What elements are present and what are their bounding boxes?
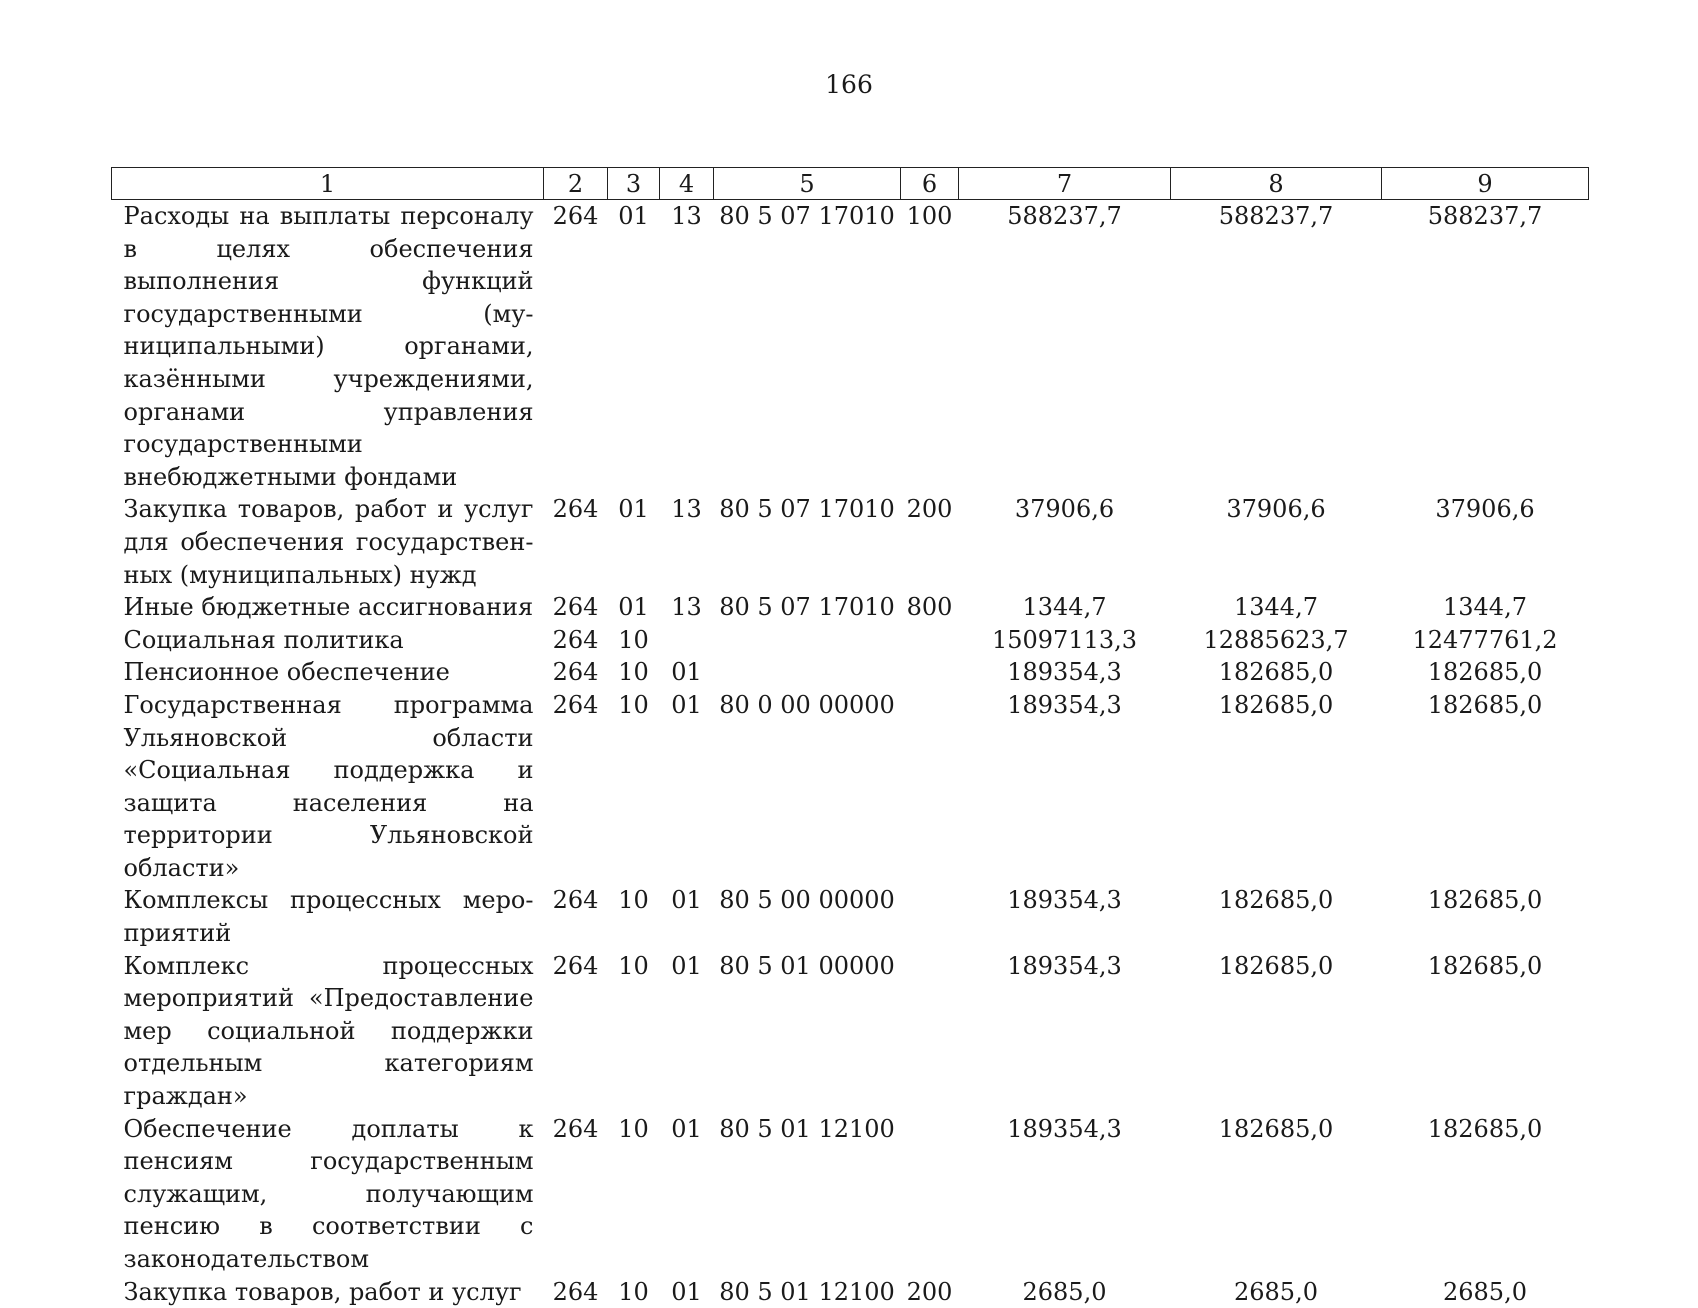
- row-code-expense-type: [901, 950, 959, 1113]
- row-code-target: 80 5 07 17010: [714, 493, 901, 591]
- row-amount-col-9: 182685,0: [1382, 950, 1589, 1113]
- header-col-5: 5: [714, 168, 901, 200]
- row-code-ministry: 264: [544, 591, 608, 624]
- row-amount-col-8: 588237,7: [1171, 200, 1382, 494]
- table-row: [112, 1113, 1589, 1276]
- row-code-subsection: 01: [660, 1113, 714, 1276]
- row-code-section: 10: [608, 689, 660, 885]
- row-amount-col-8: 37906,6: [1171, 493, 1382, 591]
- row-code-target: 80 5 01 12100: [714, 1276, 901, 1308]
- row-name: Комплексы процессных мероприятий: [112, 884, 544, 949]
- row-code-subsection: [660, 624, 714, 657]
- table-row: [112, 656, 1589, 689]
- row-name: Пенсионное обеспечение: [112, 656, 544, 689]
- row-amount-col-9: 182685,0: [1382, 656, 1589, 689]
- row-code-expense-type: 800: [901, 591, 959, 624]
- row-amount-col-7: 189354,3: [959, 950, 1171, 1113]
- row-code-expense-type: [901, 884, 959, 949]
- row-amount-col-9: 588237,7: [1382, 200, 1589, 494]
- page-number: 166: [0, 70, 1698, 100]
- row-amount-col-9: 1344,7: [1382, 591, 1589, 624]
- row-code-target: [714, 624, 901, 657]
- header-col-8: 8: [1171, 168, 1382, 200]
- row-amount-col-8: 2685,0: [1171, 1276, 1382, 1308]
- row-amount-col-8: 1344,7: [1171, 591, 1382, 624]
- row-amount-col-7: 37906,6: [959, 493, 1171, 591]
- row-code-section: 10: [608, 656, 660, 689]
- row-name: Расходы на выплаты персоналу в целях обеспечения выполнения функций государственными (муниципальными) органами, казёнными учреждениями, органами управления государственными внебюджетными фондами: [112, 200, 544, 494]
- row-amount-col-8: 182685,0: [1171, 689, 1382, 885]
- row-amount-col-7: 2685,0: [959, 1276, 1171, 1308]
- row-code-ministry: 264: [544, 200, 608, 494]
- header-col-3: 3: [608, 168, 660, 200]
- row-code-ministry: 264: [544, 624, 608, 657]
- row-amount-col-9: 2685,0: [1382, 1276, 1589, 1308]
- row-amount-col-8: 182685,0: [1171, 884, 1382, 949]
- row-code-section: 10: [608, 950, 660, 1113]
- row-code-expense-type: [901, 689, 959, 885]
- row-amount-col-7: 1344,7: [959, 591, 1171, 624]
- table-row: [112, 950, 1589, 1113]
- row-amount-col-9: 182685,0: [1382, 884, 1589, 949]
- header-col-6: 6: [901, 168, 959, 200]
- row-code-subsection: 01: [660, 656, 714, 689]
- row-name: Закупка товаров, работ и услуг: [112, 1276, 544, 1308]
- row-name: Иные бюджетные ассигнования: [112, 591, 544, 624]
- header-col-4: 4: [660, 168, 714, 200]
- header-col-1: 1: [112, 168, 544, 200]
- table-row: [112, 689, 1589, 885]
- row-code-subsection: 01: [660, 950, 714, 1113]
- row-code-section: 10: [608, 884, 660, 949]
- table-row: [112, 624, 1589, 657]
- row-code-target: 80 5 01 00000: [714, 950, 901, 1113]
- row-code-ministry: 264: [544, 950, 608, 1113]
- row-amount-col-7: 189354,3: [959, 689, 1171, 885]
- budget-table: [111, 167, 1589, 1308]
- row-amount-col-7: 189354,3: [959, 656, 1171, 689]
- row-code-ministry: 264: [544, 1113, 608, 1276]
- row-amount-col-8: 12885623,7: [1171, 624, 1382, 657]
- row-code-subsection: 13: [660, 493, 714, 591]
- row-code-section: 01: [608, 493, 660, 591]
- row-code-subsection: 01: [660, 884, 714, 949]
- row-code-section: 10: [608, 1276, 660, 1308]
- row-name: Социальная политика: [112, 624, 544, 657]
- header-col-2: 2: [544, 168, 608, 200]
- row-code-ministry: 264: [544, 656, 608, 689]
- row-code-expense-type: 100: [901, 200, 959, 494]
- row-amount-col-9: 37906,6: [1382, 493, 1589, 591]
- row-code-ministry: 264: [544, 493, 608, 591]
- row-code-expense-type: [901, 1113, 959, 1276]
- row-amount-col-8: 182685,0: [1171, 656, 1382, 689]
- table-row: [112, 884, 1589, 949]
- row-code-expense-type: [901, 624, 959, 657]
- row-code-subsection: 13: [660, 591, 714, 624]
- table-row: [112, 200, 1589, 494]
- row-amount-col-8: 182685,0: [1171, 1113, 1382, 1276]
- row-code-subsection: 13: [660, 200, 714, 494]
- row-code-target: 80 5 00 00000: [714, 884, 901, 949]
- row-code-ministry: 264: [544, 1276, 608, 1308]
- table-row: [112, 591, 1589, 624]
- row-amount-col-7: 15097113,3: [959, 624, 1171, 657]
- table-row: [112, 1276, 1589, 1308]
- header-col-7: 7: [959, 168, 1171, 200]
- row-code-section: 01: [608, 200, 660, 494]
- row-name: Комплекс процессных мероприятий «Предоставление мер социальной поддержки отдельным категориям граждан»: [112, 950, 544, 1113]
- row-amount-col-7: 189354,3: [959, 1113, 1171, 1276]
- row-code-target: [714, 656, 901, 689]
- row-code-ministry: 264: [544, 689, 608, 885]
- row-amount-col-7: 189354,3: [959, 884, 1171, 949]
- row-code-target: 80 5 07 17010: [714, 591, 901, 624]
- row-code-expense-type: 200: [901, 1276, 959, 1308]
- table-row: [112, 493, 1589, 591]
- row-code-target: 80 5 01 12100: [714, 1113, 901, 1276]
- table-header: [112, 168, 1589, 200]
- row-code-target: 80 0 00 00000: [714, 689, 901, 885]
- header-col-9: 9: [1382, 168, 1589, 200]
- row-code-expense-type: 200: [901, 493, 959, 591]
- row-name: Государственная программа Ульяновской области «Социальная поддержка и защита населения на территории Ульяновской области»: [112, 689, 544, 885]
- row-amount-col-9: 12477761,2: [1382, 624, 1589, 657]
- row-name: Закупка товаров, работ и услуг для обеспечения государственных (муниципальных) нужд: [112, 493, 544, 591]
- table-body: [112, 200, 1589, 1308]
- header-row: [112, 168, 1589, 200]
- row-code-expense-type: [901, 656, 959, 689]
- row-code-section: 01: [608, 591, 660, 624]
- row-amount-col-7: 588237,7: [959, 200, 1171, 494]
- row-code-subsection: 01: [660, 689, 714, 885]
- row-code-ministry: 264: [544, 884, 608, 949]
- row-code-subsection: 01: [660, 1276, 714, 1308]
- row-amount-col-9: 182685,0: [1382, 689, 1589, 885]
- row-amount-col-9: 182685,0: [1382, 1113, 1589, 1276]
- row-name: Обеспечение доплаты к пенсиям государственным служащим, получающим пенсию в соответствии с законодательством: [112, 1113, 544, 1276]
- row-code-section: 10: [608, 624, 660, 657]
- row-amount-col-8: 182685,0: [1171, 950, 1382, 1113]
- row-code-section: 10: [608, 1113, 660, 1276]
- row-code-target: 80 5 07 17010: [714, 200, 901, 494]
